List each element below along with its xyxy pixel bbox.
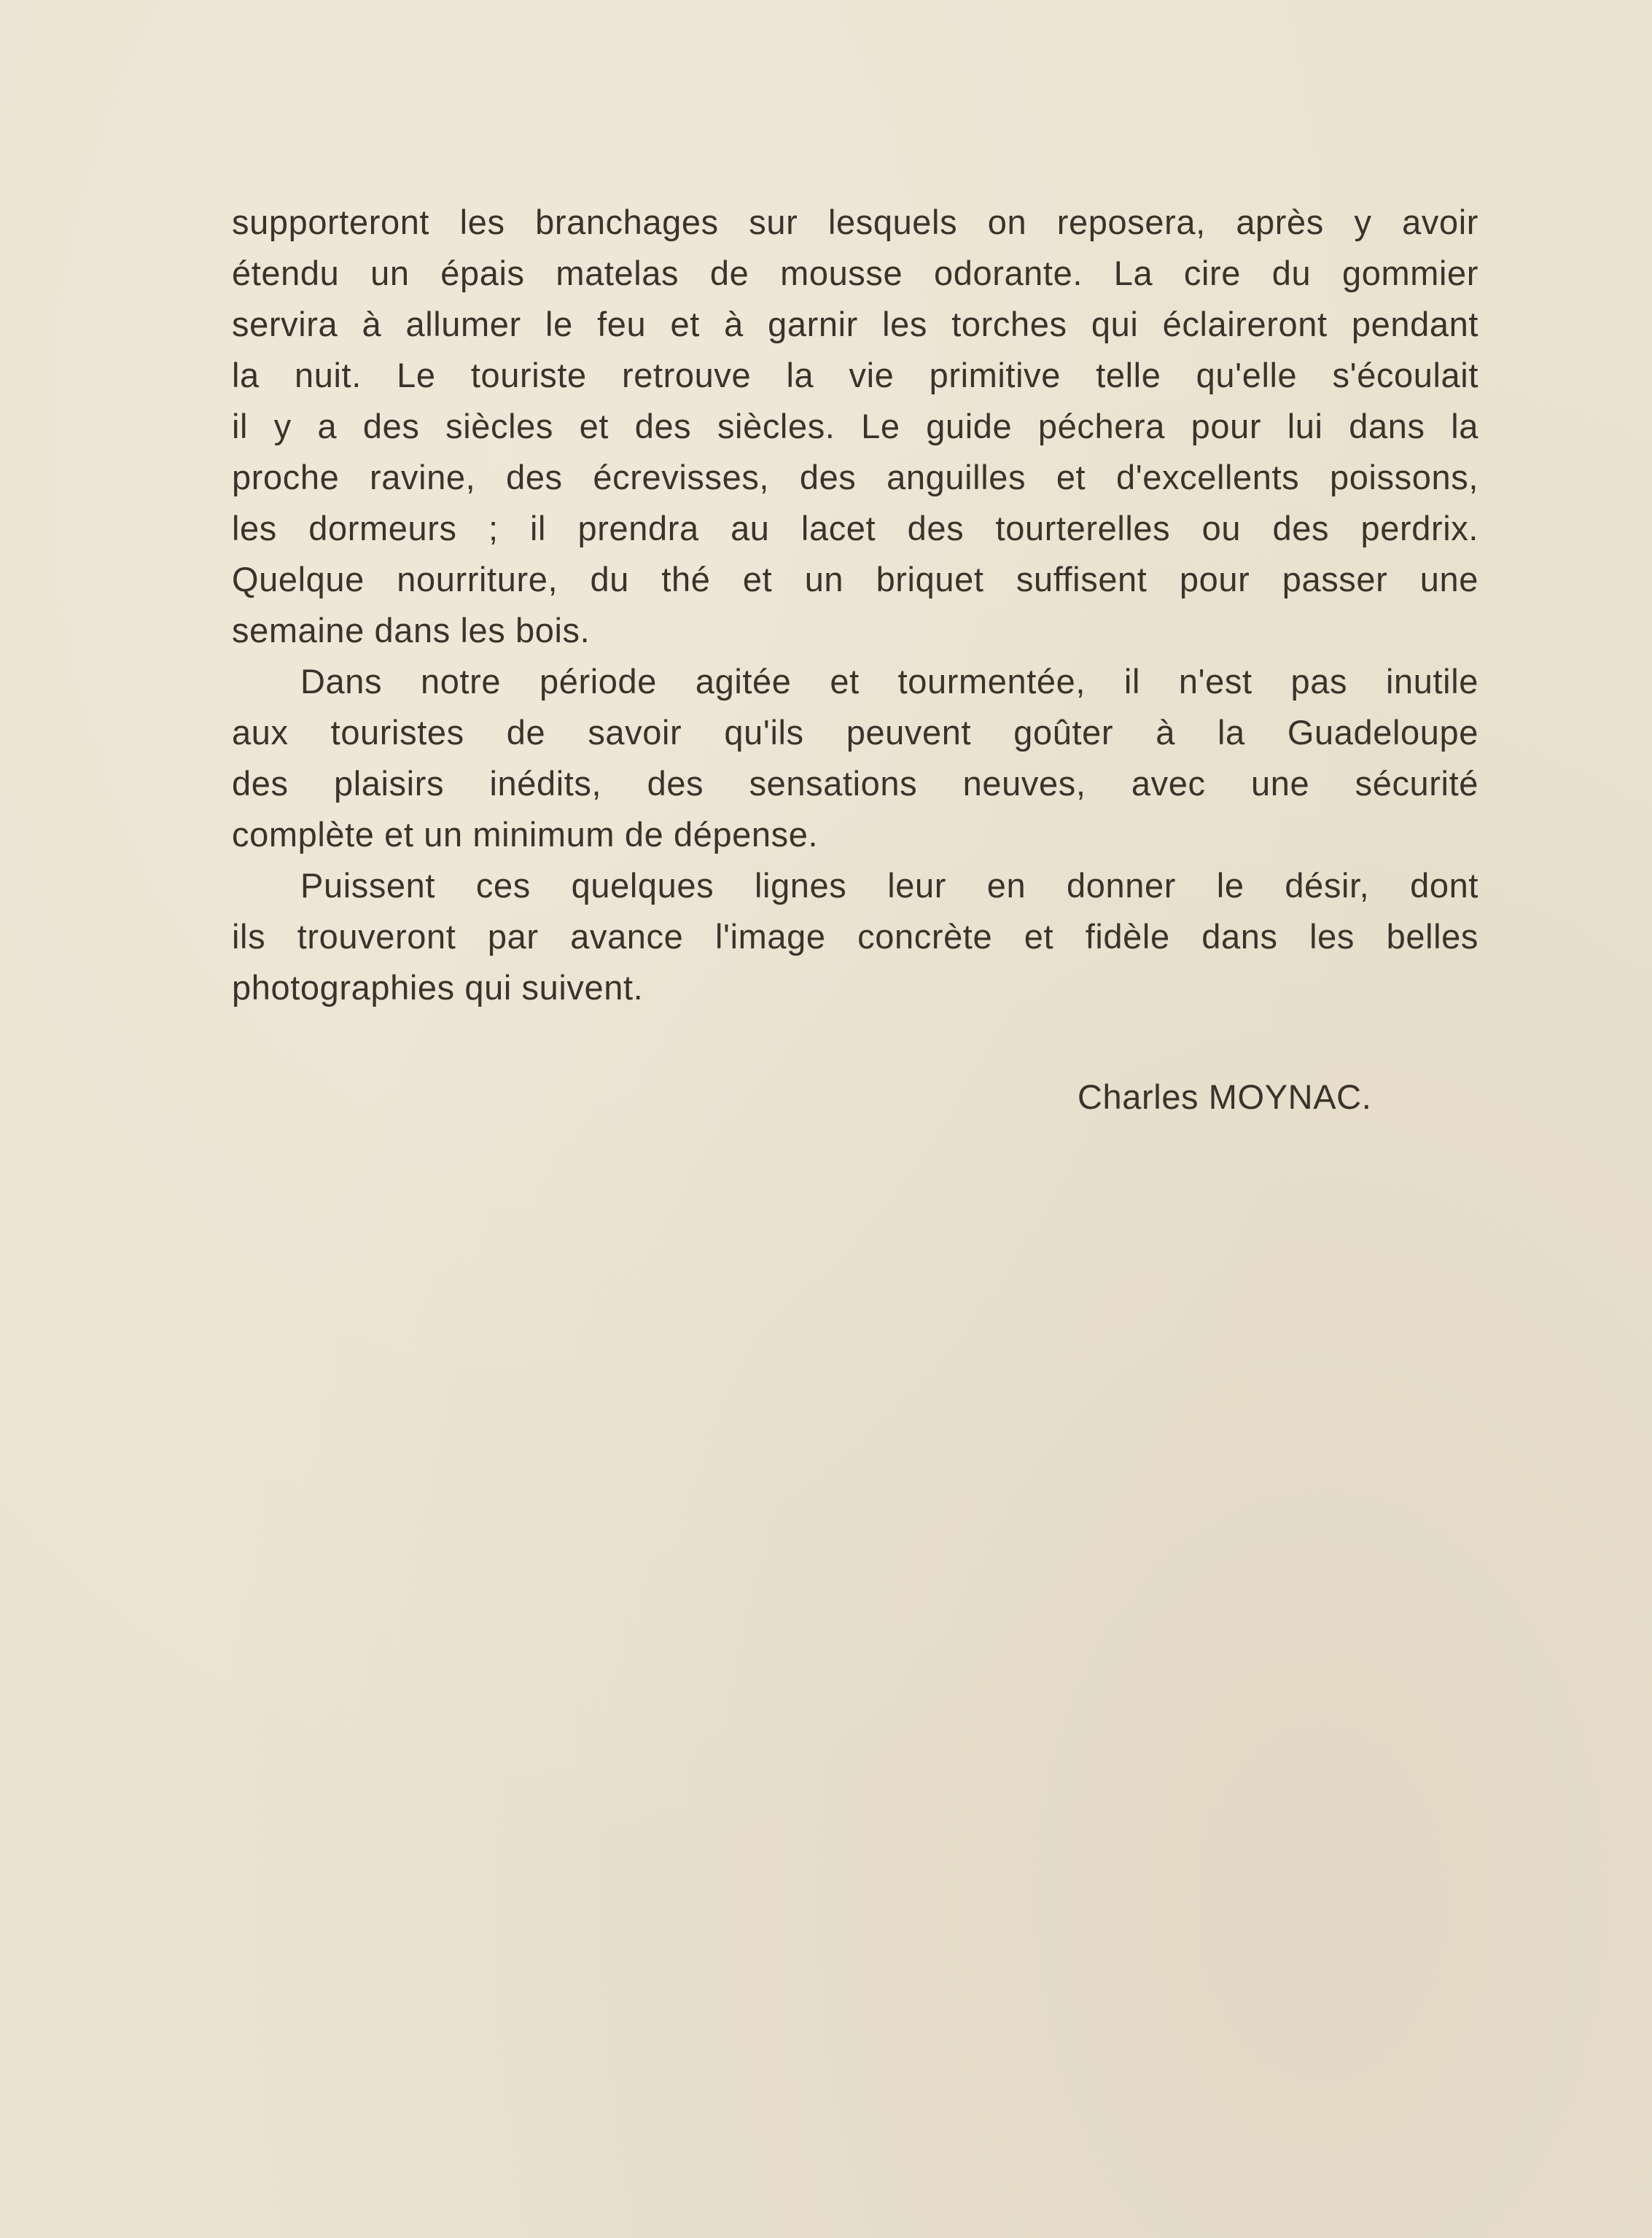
text-line: servira à allumer le feu et à garnir les torches qui éclaireront pendant: [232, 305, 1478, 343]
text-line: Puissent ces quelques lignes leur en donner le désir, dont: [300, 866, 1478, 905]
text-line: la nuit. Le touriste retrouve la vie primitive telle qu'elle s'écoulait: [232, 356, 1478, 394]
text-line: Quelque nourriture, du thé et un briquet suffisent pour passer une: [232, 560, 1478, 599]
text-line: ils trouveront par avance l'image concrète et fidèle dans les belles: [232, 917, 1478, 956]
text-line: semaine dans les bois.: [232, 611, 591, 650]
text-line: les dormeurs ; il prendra au lacet des tourterelles ou des perdrix.: [232, 509, 1478, 547]
text-line: supporteront les branchages sur lesquels on reposera, après y avoir: [232, 203, 1478, 241]
paragraph-2: [232, 656, 1478, 860]
text-line: étendu un épais matelas de mousse odorante. La cire du gommier: [232, 254, 1478, 292]
text-line: des plaisirs inédits, des sensations neuves, avec une sécurité: [232, 764, 1478, 803]
paragraph-1: [232, 197, 1478, 656]
text-line: photographies qui suivent.: [232, 968, 644, 1007]
author-signature: Charles MOYNAC.: [1078, 1077, 1372, 1116]
text-line: Dans notre période agitée et tourmentée, il n'est pas inutile: [300, 662, 1478, 701]
text-line: complète et un minimum de dépense.: [232, 815, 819, 854]
text-line: proche ravine, des écrevisses, des anguilles et d'excellents poissons,: [232, 458, 1478, 496]
text-line: il y a des siècles et des siècles. Le guide péchera pour lui dans la: [232, 407, 1478, 445]
paragraph-3: [232, 860, 1478, 1013]
text-line: aux touristes de savoir qu'ils peuvent goûter à la Guadeloupe: [232, 713, 1478, 752]
body-text: [232, 197, 1478, 1013]
